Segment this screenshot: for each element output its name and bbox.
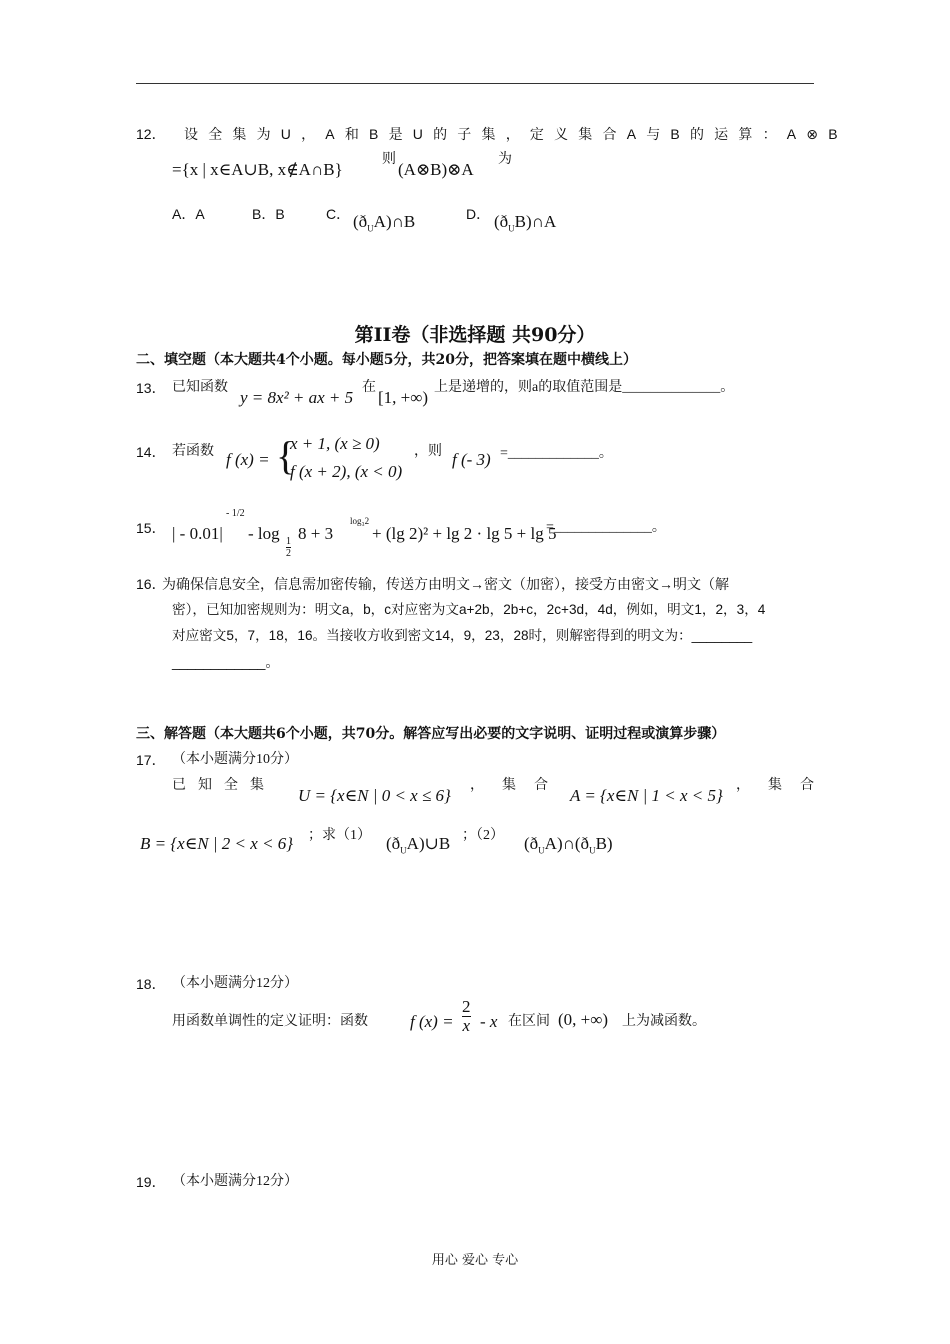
q15-number: 15． (136, 520, 166, 536)
q17-jihe1: ，集合 (470, 778, 566, 793)
q18-interval: (0, +∞) (558, 1010, 609, 1029)
q17-part2: $(ð_UA)\cap(ð_UB)$ (524, 834, 613, 856)
q14-pre: 若函数 (172, 444, 214, 459)
q15-abs: | - 0.01| (172, 524, 223, 543)
q14-lhs: f (x) = (226, 450, 270, 469)
q16-line2: 密），已知加密规则为：明文a，b，c对应密为文a+2b，2b+c，2c+3d，4d，例如，明文1，2，3，4 (172, 602, 766, 617)
q17-score: （本小题满分10分） (172, 752, 298, 767)
q14-number: 14． (136, 444, 166, 460)
q15-post: =______________。 (546, 520, 666, 535)
q18-fraction: $\frac{2}{x}$ (462, 997, 471, 1035)
section-3-heading: 三、解答题（本大题共6个小题，共70分。解答应写出必要的文字说明、证明过程或演算步骤） (136, 726, 726, 742)
q14-call: f (- 3) (452, 450, 491, 469)
page-footer: 用心 爱心 专心 (431, 1253, 519, 1268)
q14-case2: f (x + 2), (x < 0) (290, 462, 403, 481)
q13-zai: 在 (362, 380, 376, 395)
q17-ask2: ；（2） (462, 828, 504, 843)
q18-mid: 在区间 (508, 1014, 550, 1029)
section-2-title: 第II卷（非选择题 共90分） (354, 324, 596, 346)
q12-option-d-label: D． (466, 206, 491, 222)
q12-wei: 为 (498, 152, 512, 167)
section-2-heading: 二、填空题（本大题共4个小题。每小题5分，共20分，把答案填在题中横线上） (136, 352, 637, 368)
q12-option-d: $(ð_UB)\cap A$ (494, 212, 557, 234)
q14-brace: { (276, 433, 296, 478)
q13-post: 上是递增的，则a的取值范围是______________。 (434, 380, 735, 395)
q12-option-c: $(ð_UA)\cap B$ (353, 212, 416, 234)
q17-a-set: A = {x∈N | 1 < x < 5} (570, 786, 723, 805)
q16-number: 16． (136, 576, 166, 592)
q17-ask1: ；求（1） (308, 828, 371, 843)
q14-post: =_____________。 (500, 446, 613, 461)
q13-interval: [1, +∞) (378, 388, 429, 407)
q12-option-a: A．A (172, 206, 205, 222)
q18-lhs: f (x) = (410, 1012, 454, 1031)
q15-exponent2: log₃2 (350, 516, 370, 526)
q17-u-set: U = {x∈N | 0 < x ≤ 6} (298, 786, 451, 805)
q13-pre: 已知函数 (172, 380, 228, 395)
q14-mid: ，则 (414, 444, 442, 459)
q18-minus-x: - x (480, 1012, 498, 1031)
q16-line1: 为确保信息安全，信息需加密传输，传送方由明文→密文（加密），接受方由密文→明文（解 (162, 576, 729, 592)
q18-post: 上为减函数。 (622, 1014, 706, 1029)
q15-term2: 8 + 3 (298, 524, 334, 543)
q13-number: 13． (136, 380, 166, 396)
q12-definition: ={x | x∈A∪B, x∉A∩B} (172, 160, 343, 179)
q17-known: 已知全集 (172, 778, 276, 793)
q19-score: （本小题满分12分） (172, 1174, 298, 1189)
q15-log-base: $\frac{1}{2}$ (286, 536, 291, 559)
q18-number: 18． (136, 976, 166, 992)
q16-line4: ____________。 (172, 654, 280, 670)
q15-log: - log (248, 524, 280, 543)
q17-jihe2: ，集合 (736, 778, 832, 793)
q12-number: 12． (136, 126, 166, 142)
q12-then: 则 (382, 152, 396, 167)
q18-score: （本小题满分12分） (172, 976, 298, 991)
header-rule (136, 83, 814, 84)
q13-function: y = 8x² + ax + 5 (240, 388, 354, 407)
q15-exponent: - 1/2 (226, 508, 245, 519)
q19-number: 19． (136, 1174, 166, 1190)
q17-b-set: B = {x∈N | 2 < x < 6} (140, 834, 294, 853)
q12-stem: 设全集为U，A和B是U的子集，定义集合A与B的运算：A⊗B (184, 126, 848, 142)
q16-line3: 对应密文5，7，18，16。当接收方收到密文14，9，23，28时，则解密得到的明文为：________ (172, 628, 753, 643)
q17-part1: $(ð_UA)\cup B$ (386, 834, 451, 856)
q17-number: 17． (136, 752, 166, 768)
q12-option-c-label: C． (326, 206, 351, 222)
q15-term3: + (lg 2)² + lg 2 · lg 5 + lg 5 (372, 524, 557, 543)
q12-expression: (A⊗B)⊗A (398, 160, 474, 179)
q14-case1: x + 1, (x ≥ 0) (290, 434, 380, 453)
q12-option-b: B．B (252, 206, 285, 222)
q18-pre: 用函数单调性的定义证明：函数 (172, 1014, 368, 1029)
